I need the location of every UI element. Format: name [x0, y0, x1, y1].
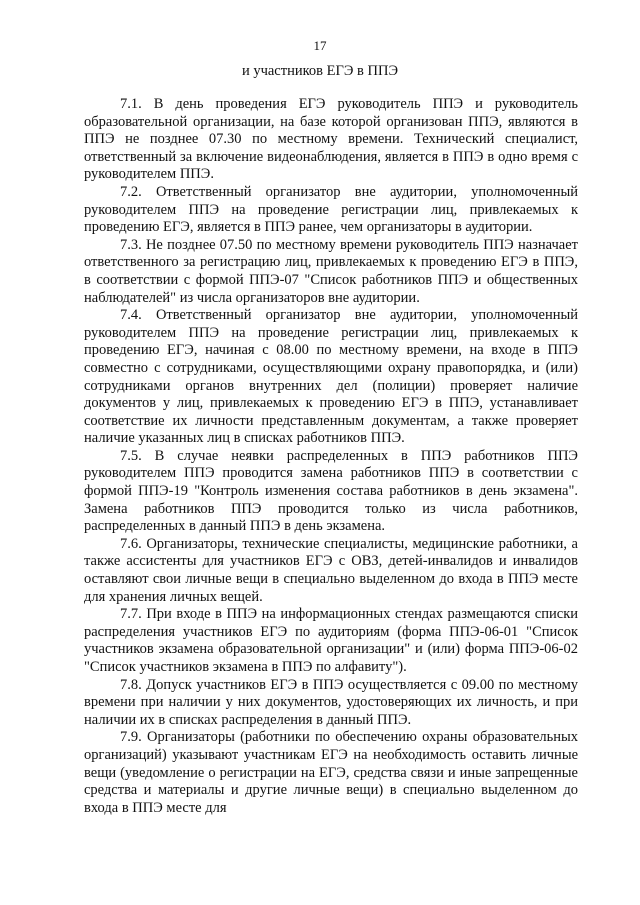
- paragraph-7-9: 7.9. Организаторы (работники по обеспечению охраны образовательных организаций) указывают участникам ЕГЭ на необходимость оставить личные вещи (уведомление о регистрации на ЕГЭ, средства связи и иные запрещенные средства и материалы и другие личные вещи) в специально выделенном до входа в ППЭ месте для: [84, 729, 578, 816]
- paragraph-7-8: 7.8. Допуск участников ЕГЭ в ППЭ осуществляется с 09.00 по местному времени при наличии у них документов, удостоверяющих их личность, и при наличии их в списках распределения в данный ППЭ.: [84, 676, 578, 728]
- section-heading-continuation: и участников ЕГЭ в ППЭ: [241, 63, 399, 79]
- paragraph-7-4: 7.4. Ответственный организатор вне аудитории, уполномоченный руководителем ППЭ на проведение регистрации лиц, привлекаемых к проведению ЕГЭ, начиная с 08.00 по местному времени, на входе в ППЭ совместно с сотрудниками, осуществляющими охрану правопорядка, и (или) сотрудниками органов внутренних дел (полиции) проверяет наличие документов у лиц, привлекаемых к проведению ЕГЭ в ППЭ, устанавливает соответствие их личности представленным документам, а также проверяет наличие указанных лиц в списках работников ППЭ.: [84, 307, 578, 447]
- paragraph-7-6: 7.6. Организаторы, технические специалисты, медицинские работники, а также ассистенты для участников ЕГЭ с ОВЗ, детей-инвалидов и инвалидов оставляют свои личные вещи в специально выделенном до входа в ППЭ месте для хранения личных вещей.: [84, 535, 578, 605]
- page-number: 17: [313, 38, 327, 53]
- paragraph-7-5: 7.5. В случае неявки распределенных в ППЭ работников ППЭ руководителем ППЭ проводится замена работников ППЭ в соответствии с формой ППЭ-19 "Контроль изменения состава работников в день экзамена". Замена работников ППЭ проводится только из числа работников, распределенных в данный ППЭ в день экзамена.: [84, 447, 578, 535]
- paragraph-7-3: 7.3. Не позднее 07.50 по местному времени руководитель ППЭ назначает ответственного за регистрацию лиц, привлекаемых к проведению ЕГЭ в ППЭ, в соответствии с формой ППЭ-07 "Список работников ППЭ и общественных наблюдателей" из числа организаторов вне аудитории.: [84, 236, 578, 306]
- paragraph-7-1: 7.1. В день проведения ЕГЭ руководитель ППЭ и руководитель образовательной организации, на базе которой организован ППЭ, являются в ППЭ не позднее 07.30 по местному времени. Технический специалист, ответственный за включение видеонаблюдения, является в ППЭ в одно время с руководителем ППЭ.: [84, 96, 578, 183]
- paragraph-7-2: 7.2. Ответственный организатор вне аудитории, уполномоченный руководителем ППЭ на проведение регистрации лиц, привлекаемых к проведению ЕГЭ, является в ППЭ ранее, чем организаторы в аудитории.: [84, 183, 578, 236]
- paragraph-7-7: 7.7. При входе в ППЭ на информационных стендах размещаются списки распределения участников ЕГЭ по аудиториям (форма ППЭ-06-01 "Список участников экзамена образовательной организации" и (или) форма ППЭ-06-02 "Список участников экзамена в ППЭ по алфавиту").: [84, 606, 578, 675]
- document-body: [84, 96, 578, 817]
